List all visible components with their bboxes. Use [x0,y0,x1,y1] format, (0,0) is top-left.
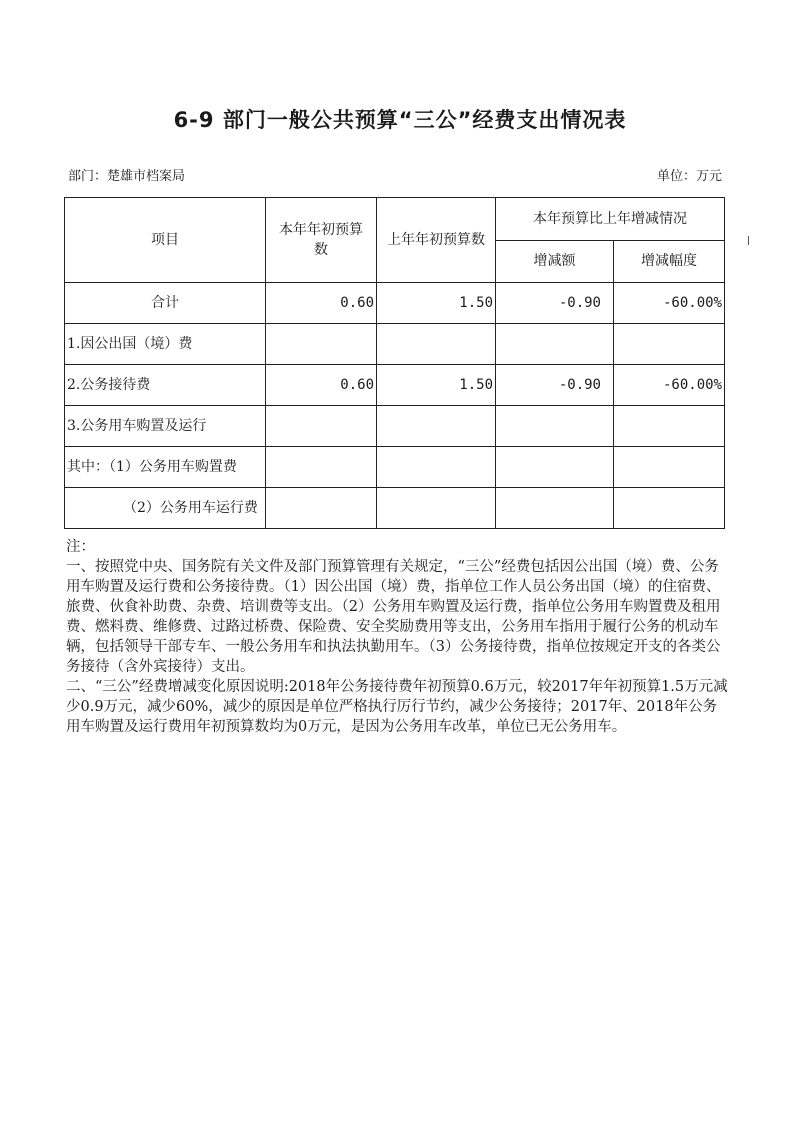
cell-rate [614,488,725,529]
row-label: （2）公务用车运行费 [65,488,266,529]
cell-change [496,447,614,488]
cell-current: 0.60 [266,283,377,324]
scan-mark [748,236,749,245]
header-comparison-group: 本年预算比上年增减情况 [496,198,725,241]
row-label: 合计 [65,283,266,324]
cell-rate [614,447,725,488]
note-change-explanation: 二、“三公”经费增减变化原因说明:2018年公务接待费年初预算0.6万元，较2017年年初预算1.5万元减少0.9万元，减少60%，减少的原因是单位严格执行厉行节约，减少公务接待；2017年、2018年公务用车购置及运行费用年初预算数均为0万元，是因为公务用车改革，单位已无公务用车。 [66,679,728,735]
cell-current [266,447,377,488]
row-label: 1.因公出国（境）费 [65,324,266,365]
header-previous-budget: 上年年初预算数 [377,198,496,283]
department-label: 部门：楚雄市档案局 [68,169,186,184]
header-change-rate: 增减幅度 [614,240,725,283]
table-row [65,283,725,324]
cell-change [496,324,614,365]
page-title: 6-9 部门一般公共预算“三公”经费支出情况表 [173,108,627,132]
cell-previous [377,488,496,529]
cell-previous [377,324,496,365]
cell-change: -0.90 [496,365,614,406]
cell-change [496,406,614,447]
cell-rate: -60.00% [614,283,725,324]
table-header-row [65,198,725,241]
table-row [65,406,725,447]
expense-table [64,197,725,529]
cell-previous [377,406,496,447]
table-row [65,488,725,529]
cell-current [266,488,377,529]
cell-rate [614,324,725,365]
note-definition: 一、按照党中央、国务院有关文件及部门预算管理有关规定，“三公”经费包括因公出国（境）费、公务用车购置及运行费和公务接待费。（1）因公出国（境）费，指单位工作人员公务出国（境）的住宿费、旅费、伙食补助费、杂费、培训费等支出。（2）公务用车购置及运行费，指单位公务用车购置费及租用费、燃料费、维修费、过路过桥费、保险费、安全奖励费用等支出，公务用车指用于履行公务的机动车辆，包括领导干部专车、一般公务用车和执法执勤用车。（3）公务接待费，指单位按规定开支的各类公务接待（含外宾接待）支出。 [66,559,721,675]
cell-current [266,406,377,447]
header-item: 项目 [65,198,266,283]
notes-heading: 注： [66,539,95,555]
cell-change: -0.90 [496,283,614,324]
cell-current [266,324,377,365]
cell-previous: 1.50 [377,365,496,406]
table-row [65,365,725,406]
row-label: 3.公务用车购置及运行 [65,406,266,447]
notes-section [66,537,730,737]
unit-label: 单位：万元 [656,169,722,184]
table-row [65,324,725,365]
row-label: 其中：（1）公务用车购置费 [65,447,266,488]
row-label: 2.公务接待费 [65,365,266,406]
table-row [65,447,725,488]
header-current-budget: 本年年初预算数 [266,198,377,283]
cell-rate [614,406,725,447]
cell-previous [377,447,496,488]
cell-change [496,488,614,529]
cell-current: 0.60 [266,365,377,406]
header-change-amount: 增减额 [496,240,614,283]
cell-previous: 1.50 [377,283,496,324]
cell-rate: -60.00% [614,365,725,406]
